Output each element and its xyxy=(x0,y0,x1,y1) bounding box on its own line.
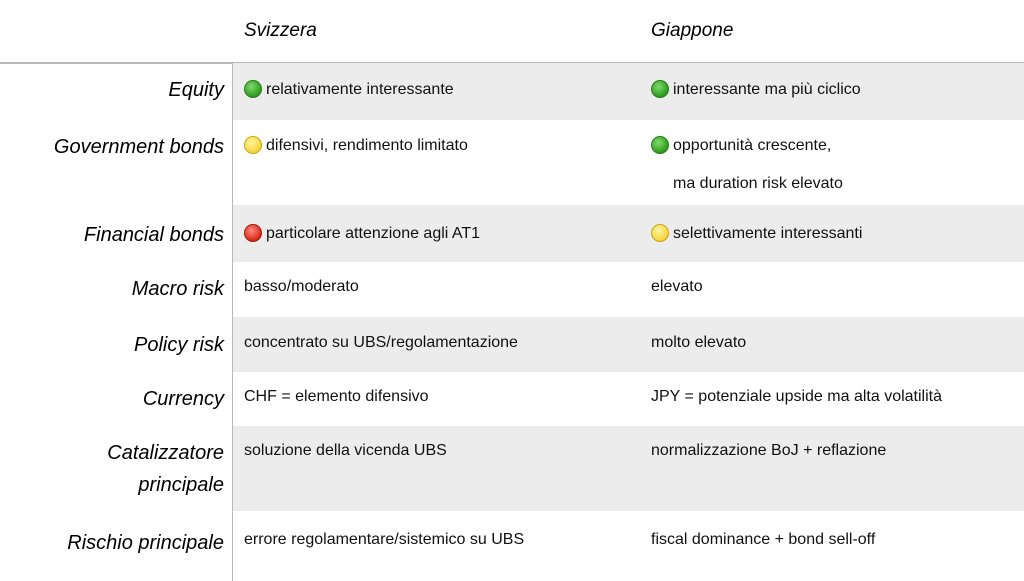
row-label-policy-risk: Policy risk xyxy=(133,334,224,356)
cell-giappone-macro-risk: elevato xyxy=(651,278,703,295)
row-label-rischio-principale: Rischio principale xyxy=(67,532,224,554)
cell-svizzera-equity xyxy=(244,80,454,100)
cell-giappone-catalizzatore: normalizzazione BoJ + reflazione xyxy=(651,442,887,459)
table-row-currency xyxy=(0,372,1024,426)
row-label-government-bonds: Government bonds xyxy=(53,136,224,158)
green-status-dot-icon xyxy=(244,80,262,98)
cell-svizzera-policy-risk: concentrato su UBS/regolamentazione xyxy=(244,334,518,351)
table-header xyxy=(0,0,1024,63)
table-row-government-bonds xyxy=(0,120,1024,205)
cell-text: selettivamente interessanti xyxy=(673,225,863,242)
table-row-policy-risk xyxy=(0,317,1024,372)
cell-svizzera-catalizzatore: soluzione della vicenda UBS xyxy=(244,442,447,459)
cell-svizzera-financial-bonds xyxy=(244,224,480,244)
cell-text: particolare attenzione agli AT1 xyxy=(266,225,481,242)
cell-giappone-equity xyxy=(651,80,861,100)
cell-svizzera-macro-risk: basso/moderato xyxy=(244,278,359,295)
table-row-equity xyxy=(0,63,1024,120)
table-row-catalizzatore-principale xyxy=(0,426,1024,511)
row-label-equity: Equity xyxy=(168,79,224,101)
row-label-catalizzatore-line2: principale xyxy=(138,474,224,496)
row-label-macro-risk: Macro risk xyxy=(131,278,224,300)
cell-text: difensivi, rendimento limitato xyxy=(266,137,468,154)
yellow-status-dot-icon xyxy=(244,136,262,154)
column-header-svizzera: Svizzera xyxy=(244,20,317,41)
cell-svizzera-rischio-principale: errore regolamentare/sistemico su UBS xyxy=(244,531,525,548)
green-status-dot-icon xyxy=(651,136,669,154)
row-label-financial-bonds: Financial bonds xyxy=(83,224,224,246)
green-status-dot-icon xyxy=(651,80,669,98)
table-row-macro-risk xyxy=(0,262,1024,317)
cell-giappone-government-bonds xyxy=(651,136,843,194)
yellow-status-dot-icon xyxy=(651,224,669,242)
row-label-currency: Currency xyxy=(142,388,224,410)
cell-text: relativamente interessante xyxy=(266,81,454,98)
cell-giappone-currency: JPY = potenziale upside ma alta volatilità xyxy=(651,388,942,405)
column-header-giappone: Giappone xyxy=(651,20,734,41)
table-row-rischio-principale xyxy=(0,511,1024,581)
cell-svizzera-government-bonds xyxy=(244,136,468,156)
cell-giappone-financial-bonds xyxy=(651,224,862,244)
cell-giappone-policy-risk: molto elevato xyxy=(651,334,747,351)
cell-text-continuation: ma duration risk elevato xyxy=(673,175,843,192)
cell-text: interessante ma più ciclico xyxy=(673,81,861,98)
table-row-financial-bonds xyxy=(0,205,1024,262)
cell-svizzera-currency: CHF = elemento difensivo xyxy=(244,388,429,405)
cell-giappone-rischio-principale: fiscal dominance + bond sell-off xyxy=(651,531,876,548)
cell-text: opportunità crescente, xyxy=(673,137,832,154)
red-status-dot-icon xyxy=(244,224,262,242)
row-label-catalizzatore: Catalizzatore xyxy=(107,442,224,464)
